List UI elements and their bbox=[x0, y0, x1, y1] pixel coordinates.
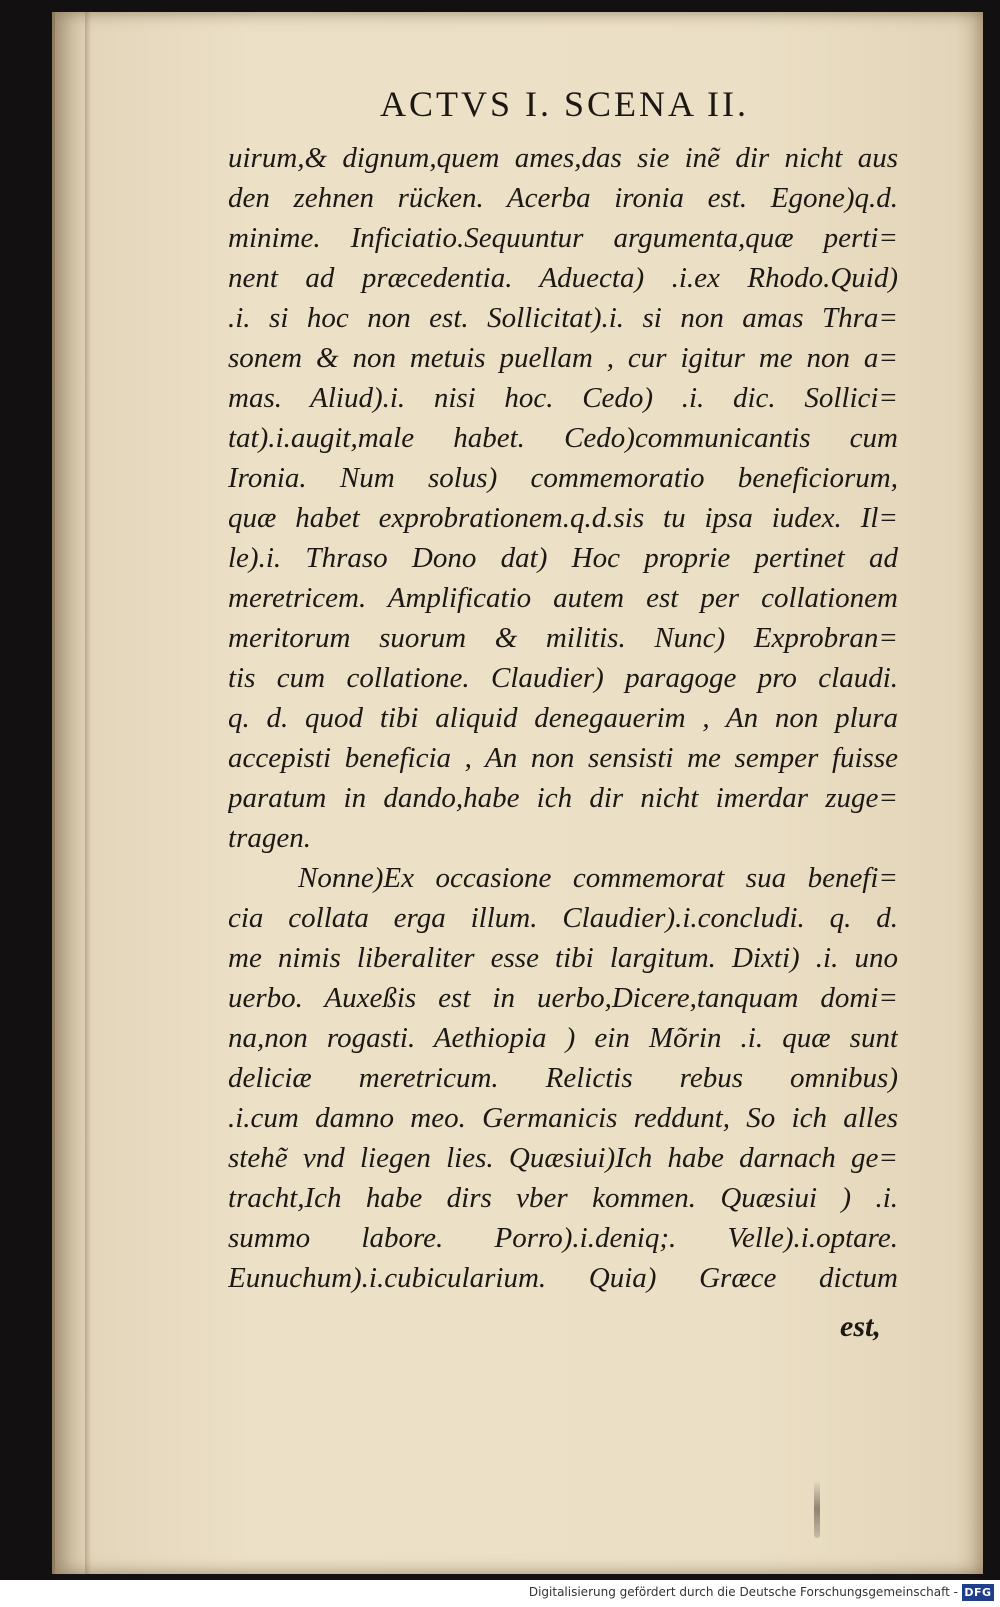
text-line: mas. Aliud).i. nisi hoc. Cedo) .i. dic. Sollici= bbox=[228, 382, 898, 414]
text-line: deliciæ meretricum. Relictis rebus omnibus) bbox=[228, 1062, 898, 1094]
dfg-logo-icon: DFG bbox=[962, 1584, 994, 1601]
text-line: tat).i.augit,male habet. Cedo)communicantis cum bbox=[228, 422, 898, 454]
text-line: q. d. quod tibi aliquid denegauerim , An non plura bbox=[228, 702, 898, 734]
footer-bar bbox=[0, 1580, 1000, 1607]
text-line: tis cum collatione. Claudier) paragoge pro claudi. bbox=[228, 662, 898, 694]
page-gutter-shadow bbox=[85, 12, 91, 1574]
text-line: sonem & non metuis puellam , cur igitur me non a= bbox=[228, 342, 898, 374]
text-line: me nimis liberaliter esse tibi largitum. Dixti) .i. uno bbox=[228, 942, 898, 974]
text-line: quæ habet exprobrationem.q.d.sis tu ipsa iudex. Il= bbox=[228, 502, 898, 534]
text-line: den zehnen rücken. Acerba ironia est. Egone)q.d. bbox=[228, 182, 898, 214]
text-line: stehẽ vnd liegen lies. Quæsiui)Ich habe darnach ge= bbox=[228, 1142, 898, 1174]
text-line: uirum,& dignum,quem ames,das sie inẽ dir nicht aus bbox=[228, 142, 898, 174]
text-line: paratum in dando,habe ich dir nicht imerdar zuge= bbox=[228, 782, 898, 814]
text-line: nent ad præcedentia. Aduecta) .i.ex Rhodo.Quid) bbox=[228, 262, 898, 294]
text-line: tragen. bbox=[228, 822, 311, 854]
text-line: summo labore. Porro).i.deniq;. Velle).i.optare. bbox=[228, 1222, 898, 1254]
text-line: le).i. Thraso Dono dat) Hoc proprie pertinet ad bbox=[228, 542, 898, 574]
text-line: .i. si hoc non est. Sollicitat).i. si non amas Thra= bbox=[228, 302, 898, 334]
text-line: uerbo. Auxeßis est in uerbo,Dicere,tanquam domi= bbox=[228, 982, 898, 1014]
text-line: .i.cum damno meo. Germanicis reddunt, So ich alles bbox=[228, 1102, 898, 1134]
text-line: minime. Inficiatio.Sequuntur argumenta,quæ perti= bbox=[228, 222, 898, 254]
text-line: cia collata erga illum. Claudier).i.concludi. q. d. bbox=[228, 902, 898, 934]
running-head: ACTVS I. SCENA II. bbox=[380, 84, 750, 124]
body-text bbox=[228, 138, 898, 1298]
text-line: Nonne)Ex occasione commemorat sua benefi= bbox=[298, 862, 898, 894]
text-line: meritorum suorum & militis. Nunc) Exprobran= bbox=[228, 622, 898, 654]
text-line: meretricem. Amplificatio autem est per collationem bbox=[228, 582, 898, 614]
catchword: est, bbox=[840, 1310, 881, 1343]
text-line: tracht,Ich habe dirs vber kommen. Quæsiui ) .i. bbox=[228, 1182, 898, 1214]
text-line: Ironia. Num solus) commemoratio beneficiorum, bbox=[228, 462, 898, 494]
text-line: na,non rogasti. Aethiopia ) ein Mõrin .i. quæ sunt bbox=[228, 1022, 898, 1054]
footer-credit: Digitalisierung gefördert durch die Deutsche Forschungsgemeinschaft - bbox=[528, 1585, 958, 1599]
text-line: accepisti beneficia , An non sensisti me semper fuisse bbox=[228, 742, 898, 774]
text-line: Eunuchum).i.cubicularium. Quia) Græce dictum bbox=[228, 1262, 898, 1294]
pencil-mark bbox=[814, 1480, 820, 1538]
